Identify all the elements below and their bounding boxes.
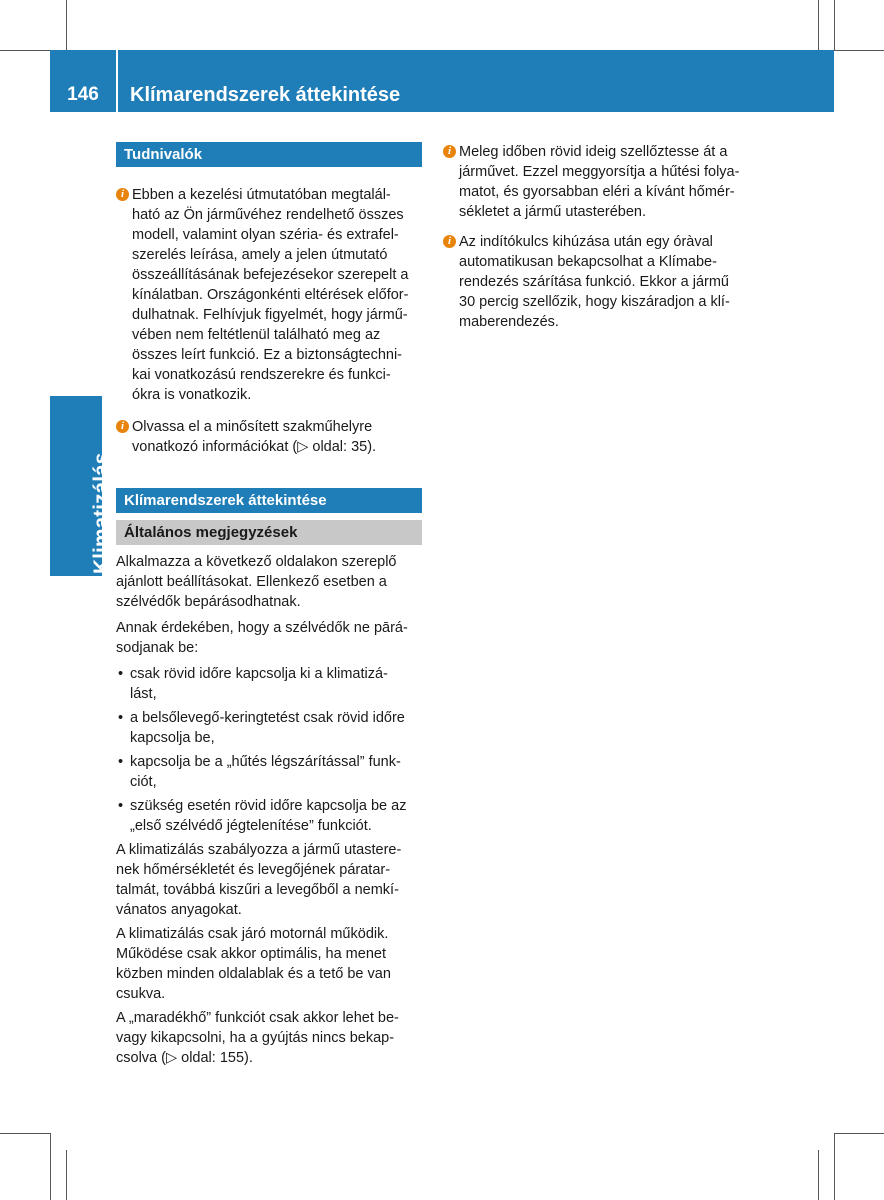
- crop-mark: [50, 1133, 51, 1200]
- text-line: dulhatnak. Felhívjuk figyelmét, hogy jármű-: [132, 307, 408, 323]
- text-line[interactable]: vonatkozó információkat (▷ oldal: 35).: [132, 439, 377, 455]
- text-line[interactable]: csolva (▷ oldal: 155).: [116, 1050, 253, 1066]
- text-line: csukva.: [116, 986, 166, 1002]
- bullet-icon: •: [118, 754, 124, 770]
- info-icon: i: [443, 145, 456, 158]
- paragraph: [116, 924, 426, 1004]
- info-note-text: [459, 232, 763, 332]
- text-line: sodjanak be:: [116, 640, 199, 656]
- text-line: Annak érdekében, hogy a szélvédők ne pārá-: [116, 620, 408, 636]
- info-note-text: [132, 417, 426, 457]
- info-icon: i: [116, 188, 129, 201]
- info-note-text: [459, 142, 763, 222]
- crop-mark: [818, 0, 819, 50]
- crop-mark: [0, 1133, 50, 1134]
- text-line: közben minden oldalablak és a tető be van: [116, 966, 391, 982]
- paragraph: [116, 618, 426, 658]
- chapter-side-tab-label: Klimatizálás: [90, 452, 113, 574]
- text-line: ható az Ön járművéhez rendelhető összes: [132, 207, 404, 223]
- text-line: Ebben a kezelési útmutatóban megtalál-: [132, 187, 391, 203]
- text-line: Működése csak akkor optimális, ha menet: [116, 946, 386, 962]
- text-line: automatikusan bekapcsolhat a Klímabe-: [459, 254, 717, 270]
- text-line: vánatos anyagokat.: [116, 902, 242, 918]
- text-line: A „maradékhő” funkciót csak akkor lehet be-: [116, 1010, 399, 1026]
- info-note: [443, 232, 763, 332]
- text-line: talmát, továbbá kiszűri a levegőből a nemkí-: [116, 882, 399, 898]
- crop-mark: [66, 0, 67, 50]
- text-line: sékletet a jármű utasterében.: [459, 204, 646, 220]
- text-line: A klimatizálás csak járó motornál működik.: [116, 926, 389, 942]
- text-line: szélvédők bepárásodhatnak.: [116, 594, 301, 610]
- section-heading-klimarendszerek: Klímarendszerek áttekintése: [116, 488, 422, 513]
- text-line: „első szélvédő jégtelenítése” funkciót.: [130, 818, 372, 834]
- crop-mark: [834, 0, 835, 50]
- info-icon: i: [116, 420, 129, 433]
- text-line: modell, valamint olyan széria- és extrafel-: [132, 227, 399, 243]
- text-line: A klimatizálás szabályozza a jármű utastere-: [116, 842, 402, 858]
- text-line: kapcsolja be a „hűtés légszárítással” funk-: [130, 754, 401, 770]
- bullet-icon: •: [118, 710, 124, 726]
- bullet-icon: •: [118, 666, 124, 682]
- text-line: vagy kikapcsolni, ha a gyújtás nincs bekap-: [116, 1030, 395, 1046]
- left-body-text: [116, 552, 426, 1068]
- list-item: [116, 664, 426, 704]
- crop-mark: [834, 1133, 835, 1200]
- text-line: ciót,: [130, 774, 157, 790]
- section-heading-tudnivalok: Tudnivalók: [116, 142, 422, 167]
- crop-mark: [66, 1150, 67, 1200]
- text-line: kapcsolja be,: [130, 730, 215, 746]
- text-line: rendezés szárítása funkció. Ekkor a jármű: [459, 274, 729, 290]
- text-line: lást,: [130, 686, 157, 702]
- text-line: kínálatban. Országonkénti eltérések előfor-: [132, 287, 409, 303]
- right-info-block: [443, 142, 763, 332]
- text-line: Az indítókulcs kihúzása után egy óràval: [459, 234, 713, 250]
- page-title: Klímarendszerek áttekintése: [130, 84, 401, 106]
- text-line: maberendezés.: [459, 314, 559, 330]
- text-line: Olvassa el a minősített szakműhelyre: [132, 419, 373, 435]
- text-line: vében nem feltétlenül található meg az: [132, 327, 381, 343]
- text-line: csak rövid időre kapcsolja ki a klimatizá-: [130, 666, 388, 682]
- crop-mark: [818, 1150, 819, 1200]
- text-line: 30 percig szellőzik, hogy kiszáradjon a klí-: [459, 294, 730, 310]
- crop-mark: [834, 1133, 884, 1134]
- text-line: szerelés leírása, amely a jelen útmutató: [132, 247, 388, 263]
- subsection-heading-altalanos: Általános megjegyzések: [116, 520, 422, 545]
- text-line: kai vonatkozású rendszerekre és funkci-: [132, 367, 391, 383]
- text-line: ókra is vonatkozik.: [132, 387, 252, 403]
- text-line: matot, és gyorsabban eléri a kívánt hőmér-: [459, 184, 735, 200]
- text-line: a belsőlevegő-keringtetést csak rövid időre: [130, 710, 405, 726]
- header-divider: [116, 50, 118, 112]
- text-line: összes leírt funkció. Ez a biztonságtechni-: [132, 347, 402, 363]
- info-note: [116, 185, 426, 405]
- text-line: nek hőmérsékletét és levegőjének páratar-: [116, 862, 391, 878]
- info-icon: i: [443, 235, 456, 248]
- list-item: [116, 708, 426, 748]
- text-line: járművet. Ezzel meggyorsítja a hűtési folya-: [459, 164, 740, 180]
- crop-mark: [834, 50, 884, 51]
- info-note: [116, 417, 426, 457]
- info-note-text: [132, 185, 426, 405]
- paragraph: [116, 552, 426, 612]
- paragraph: [116, 840, 426, 920]
- list-item: [116, 752, 426, 792]
- text-line: szükség esetén rövid időre kapcsolja be az: [130, 798, 407, 814]
- list-item: [116, 796, 426, 836]
- page-header: [50, 50, 834, 112]
- crop-mark: [0, 50, 50, 51]
- page-number: 146: [67, 84, 99, 105]
- bullet-icon: •: [118, 798, 124, 814]
- text-line: összeállításának befejezésekor szerepelt a: [132, 267, 409, 283]
- info-note: [443, 142, 763, 222]
- text-line: ajánlott beállításokat. Ellenkező esetben a: [116, 574, 387, 590]
- text-line: Alkalmazza a következő oldalakon szereplő: [116, 554, 397, 570]
- text-line: Meleg időben rövid ideig szellőztesse át a: [459, 144, 728, 160]
- paragraph: [116, 1008, 426, 1068]
- left-info-block: [116, 185, 426, 457]
